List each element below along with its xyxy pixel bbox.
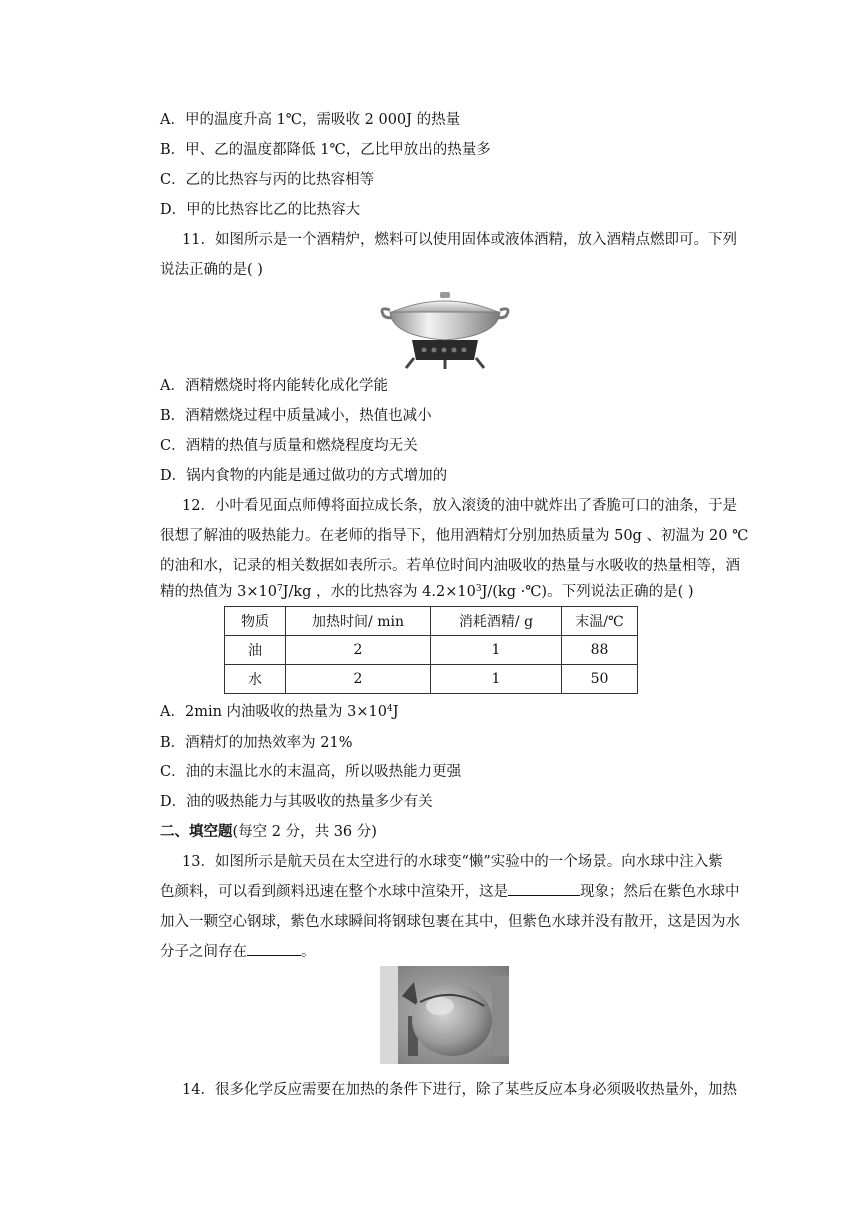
table-header-cell: 消耗酒精/ g [431,607,562,636]
q10-option-a: A．甲的温度升高 1℃，需吸收 2 000J 的热量 [160,112,461,128]
q12-option-a-text: A．2min 内油吸收的热量为 3×10 [160,704,387,720]
answer-blank[interactable] [247,941,301,956]
q12-option-b: B．酒精灯的加热效率为 21% [160,735,353,751]
q13-line4-b: 。 [301,944,316,960]
table-cell: 2 [286,665,431,694]
table-cell: 油 [225,636,286,665]
q12-stem-line4-b: J/kg ，水的比热容为 4.2×10 [282,584,476,600]
table-cell: 1 [431,665,562,694]
q12-option-a-unit: J [392,704,399,720]
q12-option-a [160,700,399,721]
section-title: 二、填空题 [160,823,233,840]
table-row [225,636,638,665]
table-cell: 水 [225,665,286,694]
section-heading [160,820,377,841]
q13-line2-b: 现象；然后在紫色水球中 [580,884,740,900]
table-header-cell: 物质 [225,607,286,636]
table-cell: 1 [431,636,562,665]
table-header-cell: 末温/℃ [562,607,638,636]
q12-stem-line1: 12．小叶看见面点师傅将面拉成长条，放入滚烫的油中就炸出了香脆可口的油条，于是 [182,498,737,514]
q10-option-c: C．乙的比热容与丙的比热容相等 [160,172,375,188]
q13-line2-a: 色颜料，可以看到颜料迅速在整个水球中渲染开，这是 [160,884,508,900]
q12-stem-line4-c: J/(kg ·℃)。下列说法正确的是( ) [481,584,694,600]
q12-option-c: C．油的末温比水的末温高，所以吸热能力更强 [160,764,462,780]
q13-stem-line4 [160,940,316,961]
water-ball-photo [380,966,509,1064]
q11-option-b: B．酒精燃烧过程中质量减小，热值也减小 [160,408,432,424]
table-row [225,665,638,694]
section-note: (每空 2 分，共 36 分) [232,824,377,840]
q11-option-c: C．酒精的热值与质量和燃烧程度均无关 [160,438,418,454]
q13-stem-line1: 13．如图所示是航天员在太空进行的水球变“懒”实验中的一个场景。向水球中注入紫 [182,854,723,870]
q12-stem-line3: 的油和水，记录的相关数据如表所示。若单位时间内油吸收的热量与水吸收的热量相等，酒 [160,558,740,574]
alcohol-stove-figure [376,288,514,370]
q13-stem-line2 [160,880,740,901]
q11-option-d: D．锅内食物的内能是通过做功的方式增加的 [160,468,448,484]
q12-stem-line4-a: 精的热值为 3×10 [160,584,277,600]
q12-option-d: D．油的吸热能力与其吸收的热量多少有关 [160,794,433,810]
q10-option-b: B．甲、乙的温度都降低 1℃，乙比甲放出的热量多 [160,142,491,158]
q14-stem-line1: 14．很多化学反应需要在加热的条件下进行，除了某些反应本身必须吸收热量外，加热 [182,1082,737,1098]
q13-stem-line3: 加入一颗空心钢球，紫色水球瞬间将钢球包裹在其中，但紫色水球并没有散开，这是因为水 [160,914,740,930]
q11-option-a: A．酒精燃烧时将内能转化成化学能 [160,378,388,394]
q12-stem-line4 [160,580,694,601]
q12-exponent-1: 7 [276,584,283,594]
q12-stem-line2: 很想了解油的吸热能力。在老师的指导下，他用酒精灯分别加热质量为 50g 、初温为 20 ℃ [160,528,749,544]
q12-exponent-2: 3 [475,584,482,594]
q10-option-d: D．甲的比热容比乙的比热容大 [160,202,361,218]
table-cell: 50 [562,665,638,694]
table-cell: 2 [286,636,431,665]
q11-stem-line2: 说法正确的是( ) [160,262,263,278]
answer-blank[interactable] [508,881,580,896]
q12-data-table [224,606,638,694]
table-header-row [225,607,638,636]
q13-line4-a: 分子之间存在 [160,944,247,960]
q11-stem-line1: 11．如图所示是一个酒精炉，燃料可以使用固体或液体酒精，放入酒精点燃即可。下列 [182,232,737,248]
table-header-cell: 加热时间/ min [286,607,431,636]
q12-option-a-exponent: 4 [386,704,393,714]
table-cell: 88 [562,636,638,665]
